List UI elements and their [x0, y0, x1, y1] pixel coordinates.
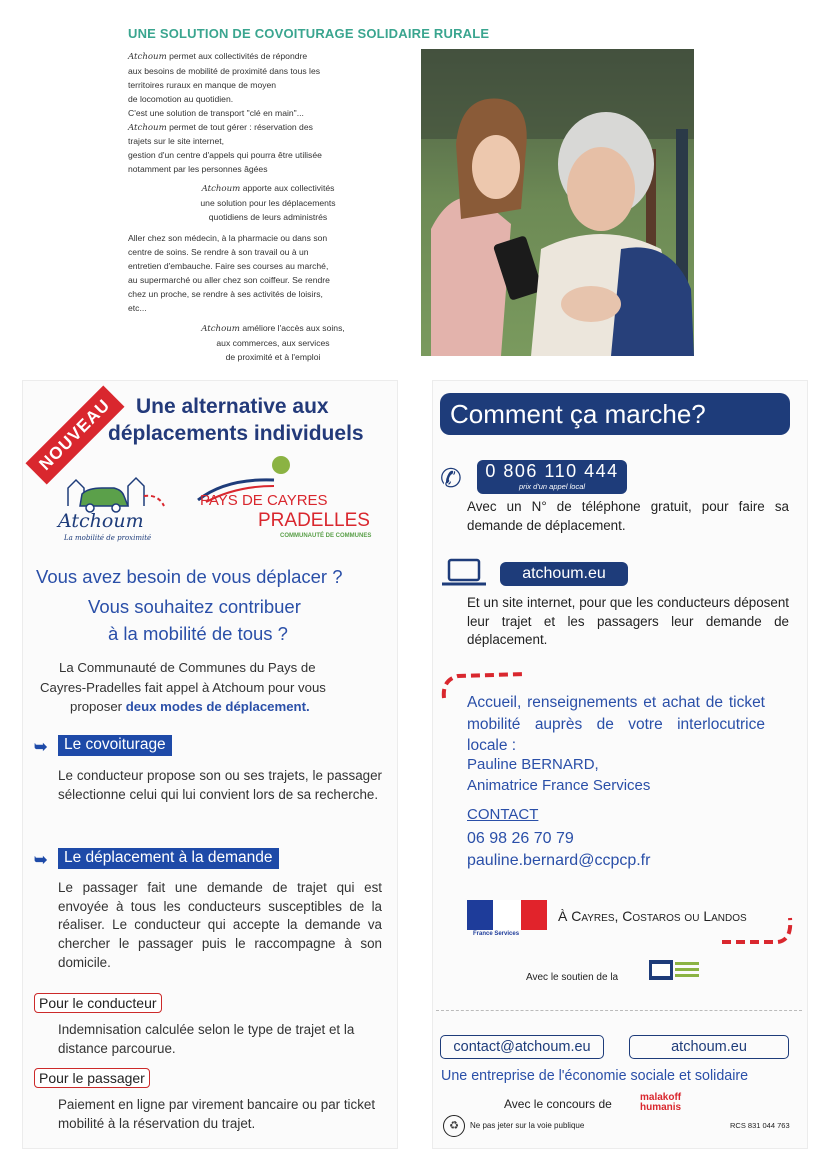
atchoum-logo — [58, 466, 168, 546]
pays-logo-line2: PRADELLES — [258, 510, 370, 531]
photo-women-smartphone — [421, 49, 694, 356]
arrow-right-icon: ➥ — [34, 852, 48, 869]
how-it-works-title: Comment ça marche? — [440, 393, 790, 435]
passenger-body: Paiement en ligne par virement bancaire ou par ticket mobilité à la réservation du trajet. — [58, 1097, 376, 1131]
uses-paragraph: Aller chez son médecin, à la pharmacie ou dans son centre de soins. Se rendre à son travail ou à un entretien d'embauche. Faire ses courses au marché, au supermarché ou aller chez son coiffeur. Se rendre chez un proche, se rendre à ses activités de loisirs, etc... — [128, 233, 330, 313]
arrow-right-icon: ➥ — [34, 739, 48, 756]
recycle-icon: ♻ — [443, 1115, 465, 1137]
car-houses-icon — [58, 466, 168, 516]
locations-line: À Cayres, Costaros ou Landos — [558, 908, 747, 924]
section-ondemand-body: Le passager fait une demande de trajet qui est envoyée à tous les conducteurs susceptibles de la réaliser. Le conducteur qui accepte la demande va chercher le passager puis le raccompagne à son domicile. — [58, 880, 382, 970]
support-label: Avec le soutien de la — [526, 972, 619, 983]
section-carpool-heading: Le covoiturage — [58, 735, 172, 756]
driver-body: Indemnisation calculée selon le type de trajet et la distance parcourue. — [58, 1022, 355, 1056]
phone-description: Avec un N° de téléphone gratuit, pour faire sa demande de déplacement. — [467, 499, 789, 533]
emblem-icon — [272, 456, 290, 474]
intro-emphasis: deux modes de déplacement. — [125, 699, 310, 714]
website-link[interactable]: atchoum.eu — [500, 562, 628, 586]
center-statement-1: Atchoum apporte aux collectivités une solution pour les déplacements quotidiens de leurs administrés — [200, 183, 336, 222]
center-statement-2: Atchoum améliore l'accès aux soins, aux commerces, aux services de proximité et à l'emploi — [201, 323, 345, 362]
france-services-logo — [467, 900, 547, 942]
contact-name: Pauline BERNARD, — [467, 756, 599, 773]
footer-website-link[interactable]: atchoum.eu — [629, 1035, 789, 1059]
brand-word: Atchoum — [128, 52, 167, 62]
malakoff-logo: malakoff humanis — [640, 1092, 682, 1113]
atchoum-tagline: La mobilité de proximité — [64, 534, 152, 542]
local-contact-intro: Accueil, renseignements et achat de ticket mobilité auprès de votre interlocutrice locale : — [467, 694, 765, 754]
pays-logo-sub: COMMUNAUTÉ DE COMMUNES — [280, 533, 372, 539]
intro-line-3: proposer deux modes de déplacement. — [70, 699, 310, 714]
headline-line-1: Une alternative aux — [136, 395, 329, 418]
pays-cayres-logo — [196, 456, 386, 546]
pays-logo-line1: PAYS DE CAYRES — [200, 492, 328, 509]
divider — [436, 1010, 802, 1011]
section-carpool-body: Le conducteur propose son ou ses trajets, le passager sélectionne celui qui lui convient lors de sa recherche. — [58, 768, 382, 802]
intro-line-1: La Communauté de Communes du Pays de — [59, 660, 316, 675]
question-3: à la mobilité de tous ? — [108, 623, 288, 644]
new-ribbon: NOUVEAU — [26, 386, 125, 485]
intro-line-2: Cayres-Pradelles fait appel à Atchoum pour vous — [40, 680, 326, 695]
no-litter-notice: Ne pas jeter sur la voie publique — [470, 1121, 585, 1130]
passenger-label: Pour le passager — [34, 1068, 150, 1088]
section-title: UNE SOLUTION DE COVOITURAGE SOLIDAIRE RURALE — [128, 26, 490, 41]
atchoum-wordmark: Atchoum — [58, 510, 144, 532]
question-1: Vous avez besoin de vous déplacer ? — [36, 566, 343, 587]
dashed-road-icon — [720, 912, 796, 948]
intro-paragraph: Atchoum permet aux collectivités de répondre aux besoins de mobilité de proximité dans tous les territoires ruraux en manque de moyen de locomotion au quotidien. C'est une solution de transport "clé en main"... Atchoum permet de tout gérer : réservation des trajets sur le site internet, gestion d'un centre d'appels qui pourra être utilisée notamment par les personnes âgées — [128, 51, 322, 175]
contact-phone[interactable]: 06 98 26 70 79 — [467, 830, 574, 847]
brand-word: Atchoum — [128, 122, 167, 133]
footer-email-link[interactable]: contact@atchoum.eu — [440, 1035, 604, 1059]
contact-label: CONTACT — [467, 806, 539, 823]
partner-label: Avec le concours de — [504, 1097, 612, 1111]
laptop-icon — [440, 558, 488, 588]
headline-line-2: déplacements individuels — [108, 422, 364, 445]
ess-statement: Une entreprise de l'économie sociale et solidaire — [441, 1068, 749, 1084]
question-2: Vous souhaitez contribuer — [88, 596, 301, 617]
phone-icon: ✆ — [440, 463, 462, 493]
driver-label: Pour le conducteur — [34, 993, 162, 1013]
phone-number-box — [477, 460, 627, 494]
contact-role: Animatrice France Services — [467, 777, 651, 794]
website-description: Et un site internet, pour que les conducteurs déposent leur trajet et les passagers leur demande de déplacement. — [467, 595, 789, 648]
phone-number[interactable]: 0 806 110 444 — [485, 461, 619, 481]
section-ondemand-heading: Le déplacement à la demande — [58, 848, 279, 869]
msa-logo — [649, 960, 701, 986]
france-services-label: France Services — [473, 931, 520, 937]
rcs-number: RCS 831 044 763 — [730, 1121, 790, 1130]
contact-email[interactable]: pauline.bernard@ccpcp.fr — [467, 852, 651, 869]
phone-note: prix d'un appel local — [518, 482, 586, 491]
brand-word: Atchoum — [201, 184, 241, 194]
brand-word: Atchoum — [201, 324, 240, 334]
